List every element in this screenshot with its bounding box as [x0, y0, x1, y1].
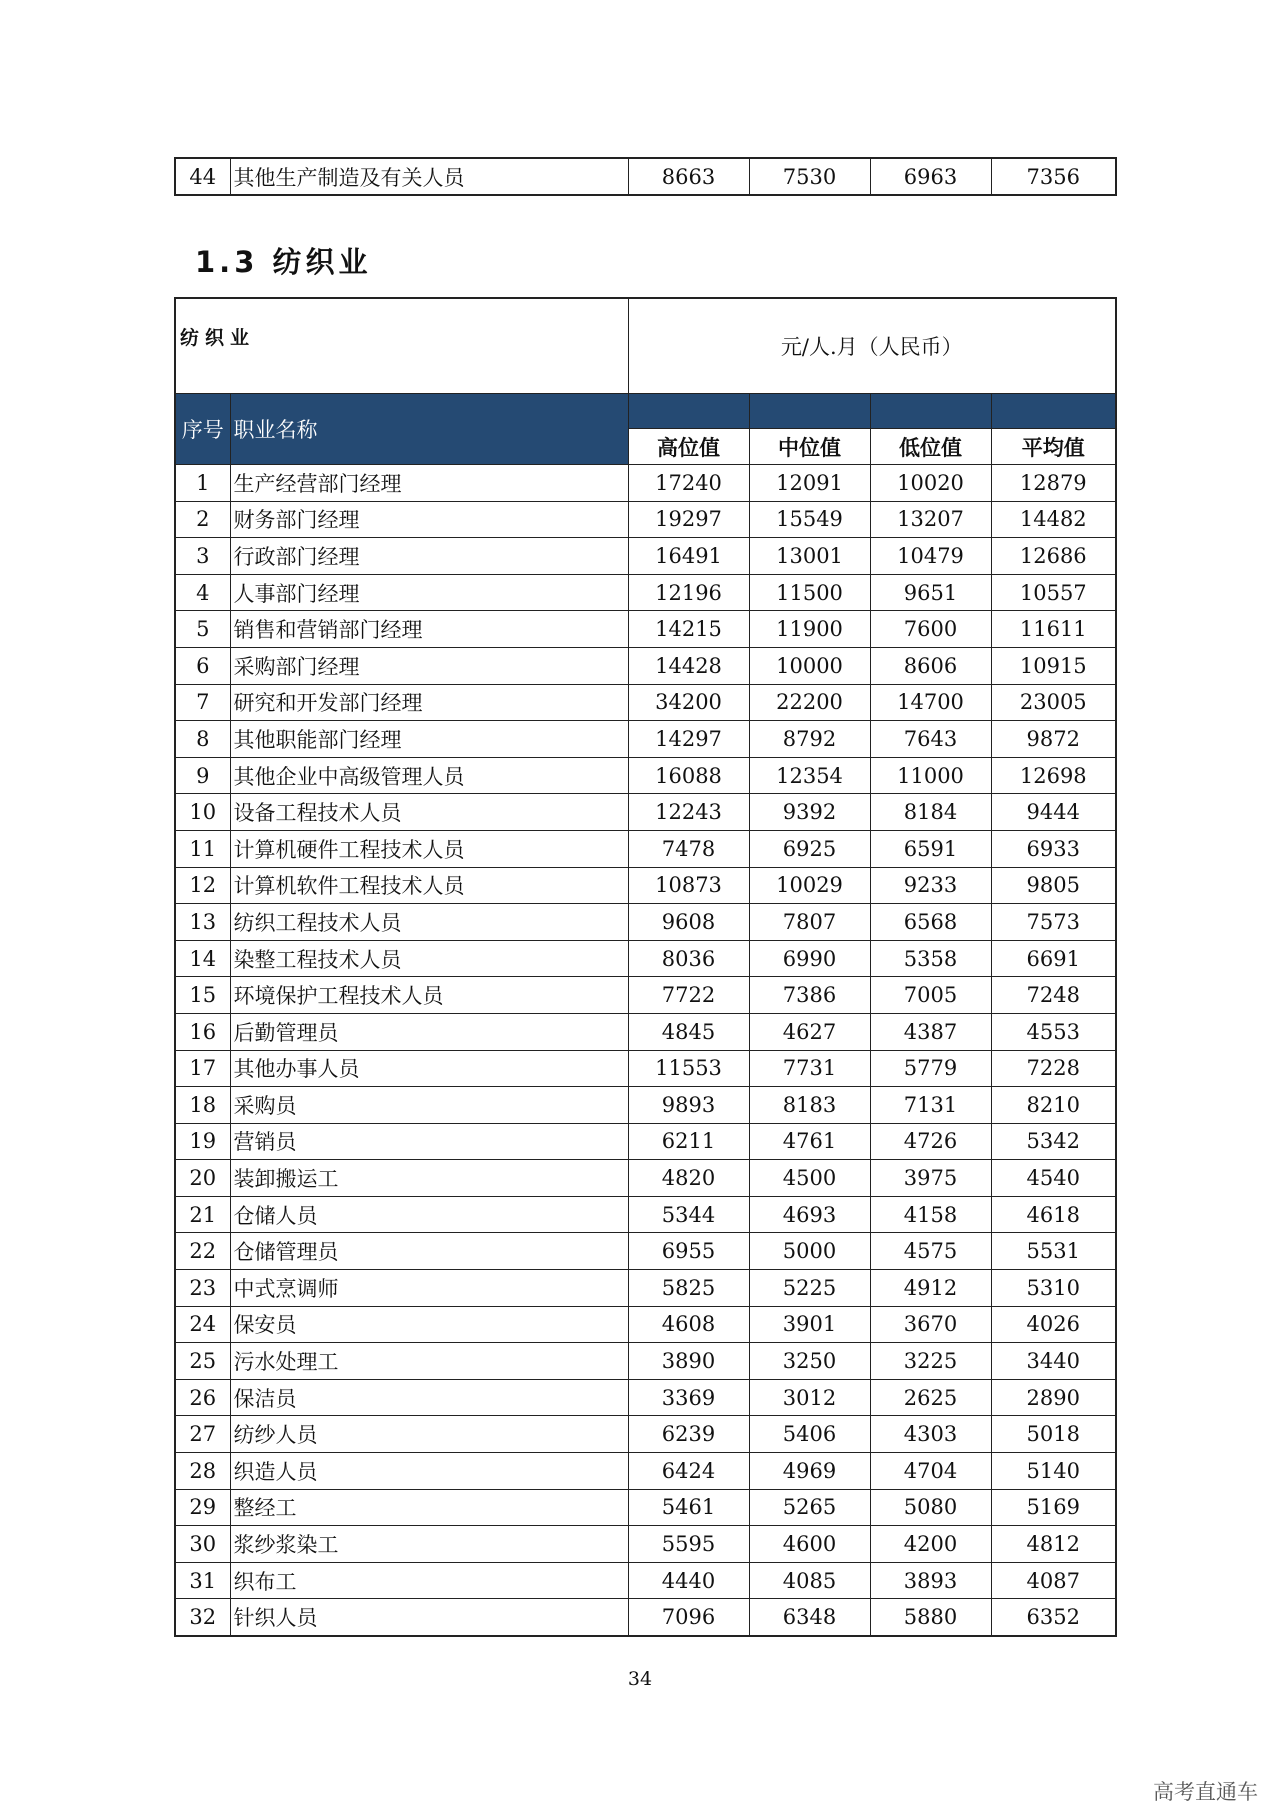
table-row [175, 574, 1116, 611]
row-high-value: 4440 [628, 1562, 749, 1599]
row-seq: 31 [175, 1562, 230, 1599]
table-row [175, 1489, 1116, 1526]
row-median-value: 13001 [749, 538, 870, 575]
row-occupation-name: 针织人员 [230, 1599, 628, 1636]
row-low-value: 4575 [870, 1233, 991, 1270]
header-band-cell [870, 394, 991, 429]
row-occupation-name: 纺织工程技术人员 [230, 904, 628, 941]
row-median-value: 3250 [749, 1343, 870, 1380]
table-row [175, 611, 1116, 648]
row-low-value: 9651 [870, 574, 991, 611]
row-low-value: 7005 [870, 977, 991, 1014]
table-row [175, 647, 1116, 684]
row-seq: 17 [175, 1050, 230, 1087]
row-occupation-name: 行政部门经理 [230, 538, 628, 575]
row-avg-value: 7248 [991, 977, 1116, 1014]
row-avg-value: 12686 [991, 538, 1116, 575]
row-occupation-name: 纺纱人员 [230, 1416, 628, 1453]
row-occupation-name: 其他生产制造及有关人员 [230, 158, 628, 195]
row-avg-value: 4026 [991, 1306, 1116, 1343]
row-occupation-name: 计算机软件工程技术人员 [230, 867, 628, 904]
row-low-value: 10020 [870, 465, 991, 502]
previous-section-table-body [175, 158, 1116, 195]
row-median-value: 12354 [749, 757, 870, 794]
row-high-value: 7722 [628, 977, 749, 1014]
row-low-value: 7131 [870, 1087, 991, 1124]
row-low-value: 3975 [870, 1160, 991, 1197]
row-high-value: 17240 [628, 465, 749, 502]
row-low-value: 3893 [870, 1562, 991, 1599]
row-occupation-name: 生产经营部门经理 [230, 465, 628, 502]
row-occupation-name: 人事部门经理 [230, 574, 628, 611]
row-median-value: 4085 [749, 1562, 870, 1599]
table-row [175, 1160, 1116, 1197]
row-seq: 29 [175, 1489, 230, 1526]
salary-table-body [175, 465, 1116, 1637]
row-high-value: 8663 [628, 158, 749, 195]
row-low-value: 4303 [870, 1416, 991, 1453]
row-high-value: 34200 [628, 684, 749, 721]
row-occupation-name: 其他办事人员 [230, 1050, 628, 1087]
row-low-value: 4912 [870, 1270, 991, 1307]
row-high-value: 5461 [628, 1489, 749, 1526]
table-row [175, 1050, 1116, 1087]
table-row [175, 1233, 1116, 1270]
row-seq: 2 [175, 501, 230, 538]
row-median-value: 8183 [749, 1087, 870, 1124]
table-row [175, 1453, 1116, 1490]
row-occupation-name: 计算机硬件工程技术人员 [230, 830, 628, 867]
row-low-value: 10479 [870, 538, 991, 575]
table-row [175, 501, 1116, 538]
table-row [175, 1379, 1116, 1416]
row-low-value: 5779 [870, 1050, 991, 1087]
row-median-value: 10029 [749, 867, 870, 904]
table-row [175, 1599, 1116, 1636]
row-median-value: 4500 [749, 1160, 870, 1197]
row-seq: 5 [175, 611, 230, 648]
row-low-value: 3225 [870, 1343, 991, 1380]
row-high-value: 6955 [628, 1233, 749, 1270]
row-low-value: 2625 [870, 1379, 991, 1416]
row-occupation-name: 保洁员 [230, 1379, 628, 1416]
row-avg-value: 8210 [991, 1087, 1116, 1124]
row-occupation-name: 装卸搬运工 [230, 1160, 628, 1197]
row-avg-value: 7228 [991, 1050, 1116, 1087]
row-high-value: 14215 [628, 611, 749, 648]
row-avg-value: 4812 [991, 1526, 1116, 1563]
row-occupation-name: 财务部门经理 [230, 501, 628, 538]
header-band-cell [749, 394, 870, 429]
row-occupation-name: 营销员 [230, 1123, 628, 1160]
row-seq: 21 [175, 1196, 230, 1233]
row-high-value: 5595 [628, 1526, 749, 1563]
row-avg-value: 6933 [991, 830, 1116, 867]
row-avg-value: 5018 [991, 1416, 1116, 1453]
row-avg-value: 6352 [991, 1599, 1116, 1636]
row-avg-value: 10557 [991, 574, 1116, 611]
row-avg-value: 7573 [991, 904, 1116, 941]
table-row [175, 1087, 1116, 1124]
table-row [175, 465, 1116, 502]
section-title: 1.3 纺织业 [195, 245, 372, 279]
page-number: 34 [627, 1668, 653, 1690]
row-avg-value: 11611 [991, 611, 1116, 648]
row-median-value: 5000 [749, 1233, 870, 1270]
row-occupation-name: 污水处理工 [230, 1343, 628, 1380]
row-avg-value: 12879 [991, 465, 1116, 502]
row-occupation-name: 其他企业中高级管理人员 [230, 757, 628, 794]
row-high-value: 9608 [628, 904, 749, 941]
row-median-value: 4969 [749, 1453, 870, 1490]
table-row [175, 794, 1116, 831]
col-high-header: 高位值 [628, 429, 749, 465]
row-median-value: 5225 [749, 1270, 870, 1307]
col-avg-header: 平均值 [991, 429, 1116, 465]
row-avg-value: 4087 [991, 1562, 1116, 1599]
row-low-value: 4726 [870, 1123, 991, 1160]
row-occupation-name: 仓储管理员 [230, 1233, 628, 1270]
table-row [175, 867, 1116, 904]
row-occupation-name: 采购部门经理 [230, 647, 628, 684]
row-high-value: 12196 [628, 574, 749, 611]
row-low-value: 4200 [870, 1526, 991, 1563]
row-avg-value: 12698 [991, 757, 1116, 794]
row-seq: 18 [175, 1087, 230, 1124]
seq-header: 序号 [175, 394, 230, 465]
row-low-value: 5080 [870, 1489, 991, 1526]
row-seq: 25 [175, 1343, 230, 1380]
row-high-value: 16088 [628, 757, 749, 794]
row-low-value: 9233 [870, 867, 991, 904]
row-median-value: 5406 [749, 1416, 870, 1453]
row-high-value: 9893 [628, 1087, 749, 1124]
row-median-value: 5265 [749, 1489, 870, 1526]
table-row [175, 684, 1116, 721]
row-seq: 26 [175, 1379, 230, 1416]
row-low-value: 4158 [870, 1196, 991, 1233]
row-high-value: 5825 [628, 1270, 749, 1307]
row-high-value: 10873 [628, 867, 749, 904]
row-median-value: 11900 [749, 611, 870, 648]
row-occupation-name: 设备工程技术人员 [230, 794, 628, 831]
header-title-row [175, 298, 1116, 394]
row-high-value: 3890 [628, 1343, 749, 1380]
row-occupation-name: 中式烹调师 [230, 1270, 628, 1307]
row-median-value: 4693 [749, 1196, 870, 1233]
row-median-value: 3901 [749, 1306, 870, 1343]
row-seq: 30 [175, 1526, 230, 1563]
row-median-value: 6925 [749, 830, 870, 867]
row-median-value: 4761 [749, 1123, 870, 1160]
watermark-text: 高考直通车 [1153, 1780, 1258, 1804]
row-seq: 6 [175, 647, 230, 684]
industry-label: 纺织业 [175, 298, 628, 394]
row-avg-value: 9872 [991, 721, 1116, 758]
row-high-value: 6239 [628, 1416, 749, 1453]
row-occupation-name: 织布工 [230, 1562, 628, 1599]
row-low-value: 3670 [870, 1306, 991, 1343]
row-avg-value: 5140 [991, 1453, 1116, 1490]
row-median-value: 12091 [749, 465, 870, 502]
table-row [175, 1013, 1116, 1050]
row-low-value: 6568 [870, 904, 991, 941]
salary-table [174, 297, 1117, 1637]
row-avg-value: 3440 [991, 1343, 1116, 1380]
table-row [175, 1196, 1116, 1233]
row-avg-value: 4540 [991, 1160, 1116, 1197]
row-avg-value: 2890 [991, 1379, 1116, 1416]
row-seq: 3 [175, 538, 230, 575]
row-median-value: 7807 [749, 904, 870, 941]
header-band-cell [628, 394, 749, 429]
row-low-value: 8606 [870, 647, 991, 684]
row-occupation-name: 销售和营销部门经理 [230, 611, 628, 648]
row-seq: 4 [175, 574, 230, 611]
row-low-value: 6963 [870, 158, 991, 195]
table-row [175, 904, 1116, 941]
row-occupation-name: 整经工 [230, 1489, 628, 1526]
row-avg-value: 5342 [991, 1123, 1116, 1160]
table-row [175, 1270, 1116, 1307]
row-median-value: 11500 [749, 574, 870, 611]
row-low-value: 14700 [870, 684, 991, 721]
row-low-value: 7600 [870, 611, 991, 648]
row-high-value: 7478 [628, 830, 749, 867]
table-row [175, 1562, 1116, 1599]
row-avg-value: 9444 [991, 794, 1116, 831]
row-high-value: 11553 [628, 1050, 749, 1087]
row-low-value: 13207 [870, 501, 991, 538]
table-row [175, 1416, 1116, 1453]
previous-section-table [174, 157, 1117, 196]
row-avg-value: 4618 [991, 1196, 1116, 1233]
row-median-value: 4627 [749, 1013, 870, 1050]
row-median-value: 8792 [749, 721, 870, 758]
table-row [175, 757, 1116, 794]
col-low-header: 低位值 [870, 429, 991, 465]
row-median-value: 10000 [749, 647, 870, 684]
row-occupation-name: 浆纱浆染工 [230, 1526, 628, 1563]
row-median-value: 4600 [749, 1526, 870, 1563]
row-low-value: 4704 [870, 1453, 991, 1490]
row-high-value: 4845 [628, 1013, 749, 1050]
unit-label: 元/人.月（人民币） [628, 298, 1116, 394]
row-seq: 8 [175, 721, 230, 758]
row-high-value: 12243 [628, 794, 749, 831]
row-seq: 9 [175, 757, 230, 794]
row-avg-value: 5310 [991, 1270, 1116, 1307]
row-median-value: 6990 [749, 940, 870, 977]
table-row [175, 1343, 1116, 1380]
row-occupation-name: 研究和开发部门经理 [230, 684, 628, 721]
row-seq: 20 [175, 1160, 230, 1197]
row-low-value: 8184 [870, 794, 991, 831]
row-seq: 11 [175, 830, 230, 867]
row-high-value: 3369 [628, 1379, 749, 1416]
row-occupation-name: 后勤管理员 [230, 1013, 628, 1050]
row-high-value: 19297 [628, 501, 749, 538]
table-row [175, 1123, 1116, 1160]
table-row [175, 940, 1116, 977]
row-low-value: 7643 [870, 721, 991, 758]
table-row [175, 158, 1116, 195]
row-occupation-name: 染整工程技术人员 [230, 940, 628, 977]
row-occupation-name: 仓储人员 [230, 1196, 628, 1233]
row-occupation-name: 环境保护工程技术人员 [230, 977, 628, 1014]
row-seq: 7 [175, 684, 230, 721]
row-seq: 44 [175, 158, 230, 195]
row-seq: 15 [175, 977, 230, 1014]
row-high-value: 6424 [628, 1453, 749, 1490]
row-low-value: 6591 [870, 830, 991, 867]
row-high-value: 4608 [628, 1306, 749, 1343]
row-high-value: 5344 [628, 1196, 749, 1233]
row-median-value: 3012 [749, 1379, 870, 1416]
row-median-value: 9392 [749, 794, 870, 831]
table-row [175, 977, 1116, 1014]
table-row [175, 1306, 1116, 1343]
table-row [175, 721, 1116, 758]
occupation-name-header: 职业名称 [230, 394, 628, 465]
header-band-row [175, 394, 1116, 429]
row-seq: 22 [175, 1233, 230, 1270]
row-median-value: 22200 [749, 684, 870, 721]
row-seq: 12 [175, 867, 230, 904]
row-occupation-name: 织造人员 [230, 1453, 628, 1490]
row-median-value: 7386 [749, 977, 870, 1014]
row-seq: 24 [175, 1306, 230, 1343]
row-avg-value: 23005 [991, 684, 1116, 721]
row-avg-value: 5169 [991, 1489, 1116, 1526]
row-seq: 10 [175, 794, 230, 831]
row-seq: 14 [175, 940, 230, 977]
row-high-value: 14297 [628, 721, 749, 758]
row-occupation-name: 采购员 [230, 1087, 628, 1124]
table-row [175, 830, 1116, 867]
row-occupation-name: 其他职能部门经理 [230, 721, 628, 758]
row-seq: 27 [175, 1416, 230, 1453]
row-high-value: 14428 [628, 647, 749, 684]
row-seq: 1 [175, 465, 230, 502]
row-seq: 32 [175, 1599, 230, 1636]
header-band-cell [991, 394, 1116, 429]
table-row [175, 1526, 1116, 1563]
salary-table-header [175, 298, 1116, 465]
row-low-value: 4387 [870, 1013, 991, 1050]
row-occupation-name: 保安员 [230, 1306, 628, 1343]
row-seq: 23 [175, 1270, 230, 1307]
row-median-value: 15549 [749, 501, 870, 538]
row-avg-value: 9805 [991, 867, 1116, 904]
row-low-value: 11000 [870, 757, 991, 794]
row-median-value: 7731 [749, 1050, 870, 1087]
row-high-value: 6211 [628, 1123, 749, 1160]
row-seq: 19 [175, 1123, 230, 1160]
table-row [175, 538, 1116, 575]
row-avg-value: 4553 [991, 1013, 1116, 1050]
row-high-value: 16491 [628, 538, 749, 575]
row-seq: 16 [175, 1013, 230, 1050]
row-median-value: 7530 [749, 158, 870, 195]
col-median-header: 中位值 [749, 429, 870, 465]
row-seq: 13 [175, 904, 230, 941]
row-avg-value: 10915 [991, 647, 1116, 684]
row-low-value: 5880 [870, 1599, 991, 1636]
row-avg-value: 14482 [991, 501, 1116, 538]
row-low-value: 5358 [870, 940, 991, 977]
row-high-value: 8036 [628, 940, 749, 977]
row-avg-value: 7356 [991, 158, 1116, 195]
row-median-value: 6348 [749, 1599, 870, 1636]
row-seq: 28 [175, 1453, 230, 1490]
row-high-value: 4820 [628, 1160, 749, 1197]
row-high-value: 7096 [628, 1599, 749, 1636]
row-avg-value: 5531 [991, 1233, 1116, 1270]
row-avg-value: 6691 [991, 940, 1116, 977]
